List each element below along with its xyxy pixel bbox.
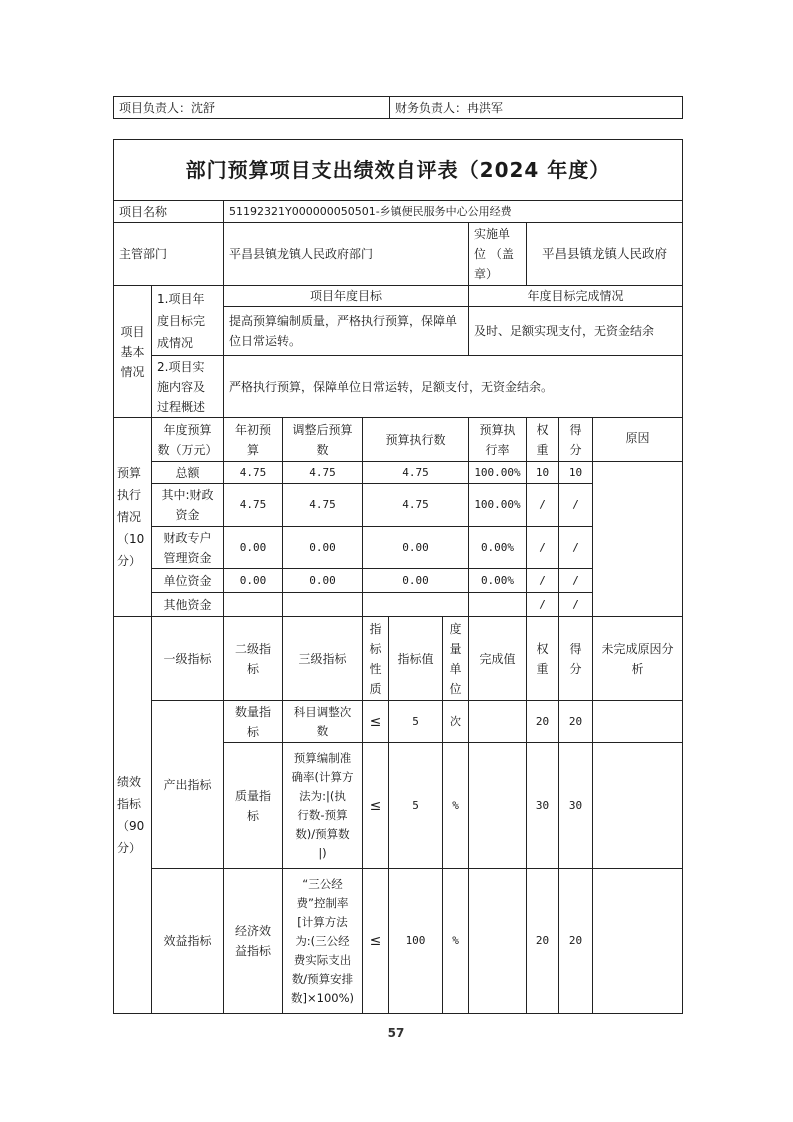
budget-cell-label: 总额 — [151, 461, 224, 484]
budget-header-year: 年度预算 数（万元） — [151, 417, 224, 462]
page-title-cell — [113, 139, 683, 201]
project-name-value: 51192321Y000000050501-乡镇便民服务中心公用经费 — [229, 204, 512, 218]
budget-cell-executed — [362, 592, 469, 617]
goal-header-cell — [223, 285, 469, 307]
budget-cell-executed: 4.75 — [362, 483, 469, 527]
unit-value-cell — [526, 222, 683, 286]
budget-cell-initial: 0.00 — [223, 568, 283, 593]
perf-cell-unit: % — [442, 868, 469, 1014]
budget-cell-initial: 4.75 — [223, 461, 283, 484]
budget-cell-adjusted: 4.75 — [282, 483, 363, 527]
perf-section-label: 绩效 指标 （90 分） — [117, 775, 145, 855]
budget-section-label: 预算 执行 情况 （10 分） — [117, 466, 145, 568]
budget-cell-rate — [468, 592, 527, 617]
budget-header-weight: 权 重 — [526, 417, 559, 462]
budget-cell-executed: 0.00 — [362, 526, 469, 569]
perf-header-unit: 度 量 单 位 — [442, 616, 469, 701]
perf-cell-nature: ≤ — [362, 868, 389, 1014]
project-name-label: 项目名称 — [119, 204, 168, 219]
perf-header-weight: 权 重 — [526, 616, 559, 701]
finance-lead-cell — [389, 96, 683, 119]
budget-cell-label: 其他资金 — [151, 592, 224, 617]
perf-cell-weight: 20 — [526, 868, 559, 1014]
budget-cell-score: / — [558, 483, 593, 527]
perf-header-level3: 三级指标 — [282, 616, 363, 701]
perf-header-level1: 一级指标 — [151, 616, 224, 701]
done-value-cell — [468, 306, 683, 356]
perf-level1-benefit: 效益指标 — [151, 868, 224, 1014]
budget-cell-score: 10 — [558, 461, 593, 484]
finance-lead: 财务负责人：冉洪军 — [395, 100, 504, 115]
content-value: 严格执行预算，保障单位日常运转，足额支付，无资金结余。 — [229, 379, 554, 394]
unit-label-cell — [468, 222, 527, 286]
budget-cell-weight: / — [526, 592, 559, 617]
perf-cell-level3: “三公经 费”控制率 [计算方法 为:(三公经 费实际支出 数/预算安排 数]×100%) — [282, 868, 363, 1014]
budget-header-rate: 预算执 行率 — [468, 417, 527, 462]
budget-cell-initial: 4.75 — [223, 483, 283, 527]
perf-cell-level3: 科目调整次 数 — [282, 700, 363, 743]
perf-cell-nature: ≤ — [362, 742, 389, 869]
perf-cell-weight: 30 — [526, 742, 559, 869]
perf-section-cell — [113, 616, 152, 1014]
perf-cell-level2: 质量指 标 — [223, 742, 283, 869]
budget-header-adjusted: 调整后预算 数 — [282, 417, 363, 462]
perf-level1-output: 产出指标 — [151, 700, 224, 869]
perf-cell-done — [468, 742, 527, 869]
goal-label-cell — [151, 285, 224, 356]
perf-cell-level2: 数量指 标 — [223, 700, 283, 743]
budget-header-reason: 原因 — [592, 417, 683, 462]
perf-header-reason: 未完成原因分 析 — [592, 616, 683, 701]
perf-header-nature: 指 标 性 质 — [362, 616, 389, 701]
content-value-cell — [223, 355, 683, 418]
budget-header-initial: 年初预 算 — [223, 417, 283, 462]
budget-cell-initial — [223, 592, 283, 617]
budget-cell-weight: 10 — [526, 461, 559, 484]
budget-cell-initial: 0.00 — [223, 526, 283, 569]
basic-section-label: 项目 基本 情况 — [120, 324, 145, 379]
budget-reason-merged-cell — [592, 461, 683, 617]
project-name-label-cell — [113, 200, 224, 223]
budget-cell-adjusted: 0.00 — [282, 526, 363, 569]
budget-cell-adjusted — [282, 592, 363, 617]
dept-value-cell — [223, 222, 469, 286]
unit-value: 平昌县镇龙镇人民政府 — [541, 246, 667, 261]
budget-cell-score: / — [558, 568, 593, 593]
budget-cell-weight: / — [526, 568, 559, 593]
perf-cell-value: 5 — [388, 700, 443, 743]
budget-cell-adjusted: 0.00 — [282, 568, 363, 593]
budget-cell-score: / — [558, 526, 593, 569]
done-header: 年度目标完成情况 — [527, 289, 624, 303]
perf-cell-weight: 20 — [526, 700, 559, 743]
perf-cell-value: 5 — [388, 742, 443, 869]
perf-cell-nature: ≤ — [362, 700, 389, 743]
goal-header: 项目年度目标 — [309, 289, 382, 303]
content-label: 2.项目实 施内容及 过程概述 — [157, 359, 206, 414]
budget-cell-executed: 4.75 — [362, 461, 469, 484]
budget-cell-executed: 0.00 — [362, 568, 469, 593]
budget-cell-rate: 100.00% — [468, 483, 527, 527]
done-header-cell — [468, 285, 683, 307]
budget-section-cell — [113, 417, 152, 617]
budget-cell-label: 单位资金 — [151, 568, 224, 593]
perf-header-done: 完成值 — [468, 616, 527, 701]
perf-header-level2-text: 二级指 标 — [234, 641, 271, 676]
goal-value-cell — [223, 306, 469, 356]
perf-cell-unit: % — [442, 742, 469, 869]
perf-cell-done — [468, 868, 527, 1014]
budget-cell-rate: 100.00% — [468, 461, 527, 484]
perf-cell-level2: 经济效 益指标 — [223, 868, 283, 1014]
budget-cell-rate: 0.00% — [468, 526, 527, 569]
perf-cell-reason — [592, 742, 683, 869]
perf-cell-value: 100 — [388, 868, 443, 1014]
perf-header-score: 得 分 — [558, 616, 593, 701]
budget-cell-rate: 0.00% — [468, 568, 527, 593]
perf-cell-unit: 次 — [442, 700, 469, 743]
page-number: 57 — [387, 1026, 405, 1040]
perf-cell-score: 20 — [558, 868, 593, 1014]
budget-header-executed: 预算执行数 — [362, 417, 469, 462]
budget-cell-weight: / — [526, 526, 559, 569]
budget-cell-adjusted: 4.75 — [282, 461, 363, 484]
perf-header-value: 指标值 — [388, 616, 443, 701]
goal-label: 1.项目年 度目标完 成情况 — [157, 291, 206, 350]
content-label-cell — [151, 355, 224, 418]
dept-value: 平昌县镇龙镇人民政府部门 — [229, 247, 374, 261]
perf-cell-score: 30 — [558, 742, 593, 869]
budget-cell-score: / — [558, 592, 593, 617]
done-value: 及时、足额实现支付，无资金结余 — [474, 324, 655, 338]
dept-label-cell — [113, 222, 224, 286]
budget-cell-weight: / — [526, 483, 559, 527]
perf-cell-score: 20 — [558, 700, 593, 743]
page-title: 部门预算项目支出绩效自评表（2024 年度） — [185, 158, 611, 182]
perf-cell-reason — [592, 868, 683, 1014]
goal-value: 提高预算编制质量，严格执行预算，保障单位日常运转。 — [229, 314, 458, 348]
basic-section-cell — [113, 285, 152, 418]
project-lead: 项目负责人：沈舒 — [119, 100, 216, 115]
perf-cell-done — [468, 700, 527, 743]
budget-header-score: 得 分 — [558, 417, 593, 462]
perf-cell-reason — [592, 700, 683, 743]
dept-label: 主管部门 — [119, 247, 168, 261]
budget-cell-label: 其中:财政 资金 — [151, 483, 224, 527]
perf-header-level2 — [223, 616, 283, 701]
budget-cell-label: 财政专户 管理资金 — [151, 526, 224, 569]
unit-label: 实施单 位 （盖 章） — [474, 227, 514, 281]
project-lead-cell — [113, 96, 390, 119]
perf-cell-level3: 预算编制准 确率(计算方 法为:|(执 行数-预算 数)/预算数 |) — [282, 742, 363, 869]
project-name-value-cell — [223, 200, 683, 223]
